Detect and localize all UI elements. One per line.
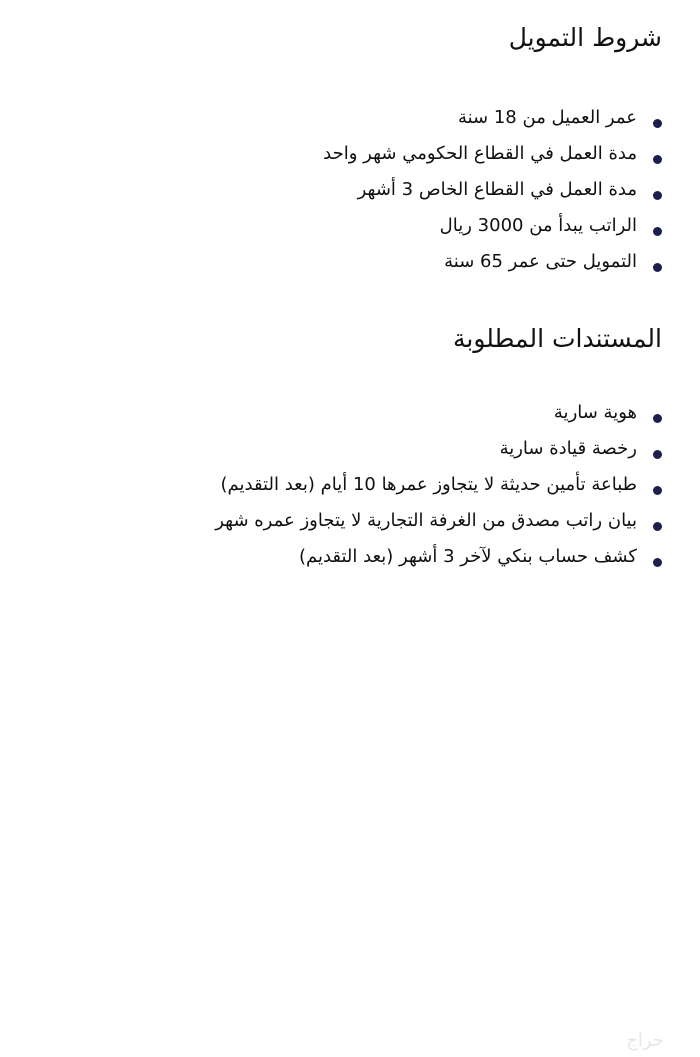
- bullet-icon: [653, 155, 662, 164]
- list-item: [20, 172, 662, 208]
- list-item-text: رخصة قيادة سارية: [499, 438, 637, 459]
- bullet-icon: [653, 450, 662, 459]
- list-item: [20, 395, 662, 431]
- list-item-text: التمويل حتى عمر 65 سنة: [444, 251, 637, 272]
- terms-section: [20, 25, 662, 280]
- bullet-icon: [653, 263, 662, 272]
- bullet-icon: [653, 227, 662, 236]
- list-item-text: بيان راتب مصدق من الغرفة التجارية لا يتجاوز عمره شهر: [215, 510, 637, 531]
- list-item: [20, 539, 662, 575]
- list-item-text: هوية سارية: [553, 402, 637, 423]
- documents-section: [20, 326, 662, 575]
- list-item-text: مدة العمل في القطاع الخاص 3 أشهر: [357, 179, 637, 200]
- list-item-text: طباعة تأمين حديثة لا يتجاوز عمرها 10 أيام (بعد التقديم): [220, 474, 637, 495]
- bullet-icon: [653, 119, 662, 128]
- list-item-text: الراتب يبدأ من 3000 ريال: [439, 215, 637, 236]
- bullet-icon: [653, 486, 662, 495]
- bullet-icon: [653, 414, 662, 423]
- list-item: [20, 467, 662, 503]
- list-item-text: كشف حساب بنكي لآخر 3 أشهر (بعد التقديم): [298, 546, 637, 567]
- watermark-logo: حراج: [626, 1030, 664, 1051]
- list-item: [20, 208, 662, 244]
- terms-title: شروط التمويل: [508, 23, 662, 52]
- documents-title: المستندات المطلوبة: [452, 324, 662, 353]
- documents-list: [20, 395, 662, 575]
- list-item: [20, 431, 662, 467]
- terms-list: [20, 100, 662, 280]
- list-item-text: مدة العمل في القطاع الحكومي شهر واحد: [323, 143, 637, 164]
- list-item: [20, 136, 662, 172]
- list-item: [20, 244, 662, 280]
- list-item: [20, 100, 662, 136]
- list-item: [20, 503, 662, 539]
- bullet-icon: [653, 191, 662, 200]
- bullet-icon: [653, 522, 662, 531]
- bullet-icon: [653, 558, 662, 567]
- list-item-text: عمر العميل من 18 سنة: [457, 107, 637, 128]
